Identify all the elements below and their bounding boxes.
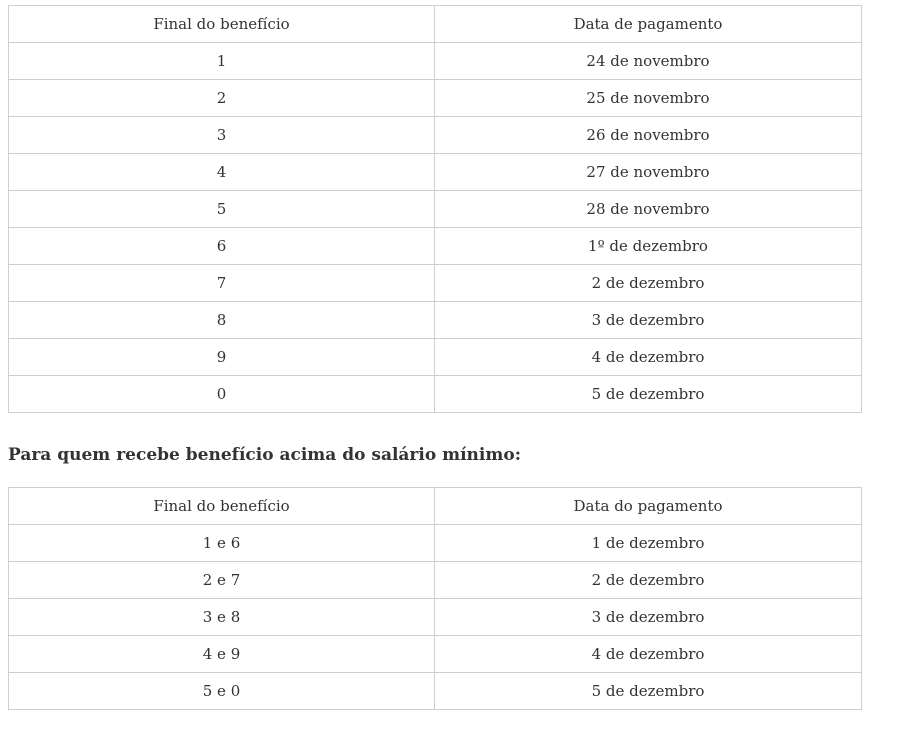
benefit-ending-cell: 7 [9, 265, 435, 302]
table-row [9, 376, 862, 413]
benefit-ending-cell: 8 [9, 302, 435, 339]
benefit-ending-cell: 1 e 6 [9, 525, 435, 562]
payment-date-cell: 3 de dezembro [435, 599, 862, 636]
payment-date-cell: 5 de dezembro [435, 673, 862, 710]
payment-date-cell: 2 de dezembro [435, 562, 862, 599]
column-header-payment-date: Data de pagamento [435, 6, 862, 43]
payment-date-cell: 3 de dezembro [435, 302, 862, 339]
section-heading: Para quem recebe benefício acima do salário mínimo: [8, 445, 521, 465]
table-row [9, 525, 862, 562]
payment-date-cell: 4 de dezembro [435, 339, 862, 376]
table-row [9, 339, 862, 376]
table-row [9, 80, 862, 117]
benefit-ending-cell: 6 [9, 228, 435, 265]
table-row [9, 599, 862, 636]
table-row [9, 228, 862, 265]
payment-date-cell: 2 de dezembro [435, 265, 862, 302]
benefit-ending-cell: 1 [9, 43, 435, 80]
benefit-ending-cell: 4 [9, 154, 435, 191]
payment-date-cell: 5 de dezembro [435, 376, 862, 413]
payment-date-cell: 4 de dezembro [435, 636, 862, 673]
table-header-row [9, 488, 862, 525]
table-row [9, 191, 862, 228]
benefit-ending-cell: 2 [9, 80, 435, 117]
payment-date-cell: 1 de dezembro [435, 525, 862, 562]
payment-date-cell: 1º de dezembro [435, 228, 862, 265]
benefit-ending-cell: 0 [9, 376, 435, 413]
table-row [9, 302, 862, 339]
table-row [9, 43, 862, 80]
benefit-ending-cell: 9 [9, 339, 435, 376]
payment-date-cell: 25 de novembro [435, 80, 862, 117]
payment-date-cell: 24 de novembro [435, 43, 862, 80]
benefit-ending-cell: 5 e 0 [9, 673, 435, 710]
table-row [9, 636, 862, 673]
benefit-ending-cell: 3 [9, 117, 435, 154]
table-row [9, 673, 862, 710]
benefit-ending-cell: 2 e 7 [9, 562, 435, 599]
benefit-ending-cell: 5 [9, 191, 435, 228]
payment-date-cell: 28 de novembro [435, 191, 862, 228]
table-row [9, 117, 862, 154]
column-header-payment-date: Data do pagamento [435, 488, 862, 525]
table-row [9, 265, 862, 302]
table-row [9, 154, 862, 191]
above-minimum-schedule-table [8, 487, 862, 710]
column-header-benefit-ending: Final do benefício [9, 6, 435, 43]
benefit-ending-cell: 3 e 8 [9, 599, 435, 636]
payment-date-cell: 26 de novembro [435, 117, 862, 154]
column-header-benefit-ending: Final do benefício [9, 488, 435, 525]
payment-date-cell: 27 de novembro [435, 154, 862, 191]
benefit-ending-cell: 4 e 9 [9, 636, 435, 673]
table-row [9, 562, 862, 599]
payment-schedule-table [8, 5, 862, 413]
table-header-row [9, 6, 862, 43]
